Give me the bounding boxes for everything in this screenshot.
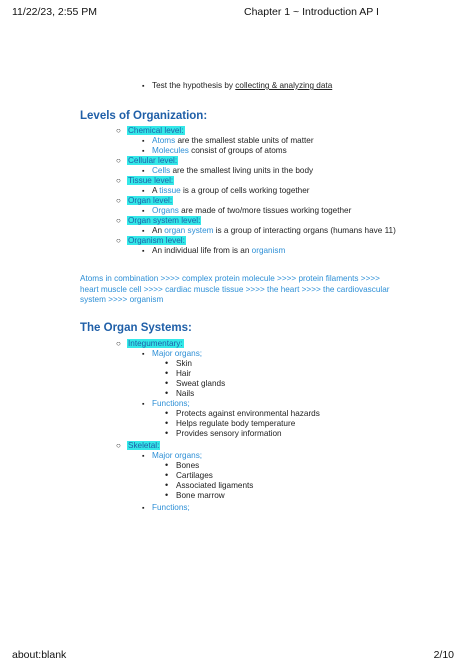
organ-system-level: Organ system level:	[128, 216, 201, 225]
molecules-line: Molecules consist of groups of atoms	[152, 146, 287, 155]
skel-organ: Bones	[176, 461, 200, 470]
circle-bullet-icon: ○	[116, 126, 121, 135]
organization-chain: Atoms in combination >>>> complex protein molecule >>>> protein filaments >>>> heart muscle cell >>>> cardiac muscle tissue >>>> the heart >>>> the cardiovascular system >>>> organism	[80, 274, 390, 304]
dot-bullet-icon: •	[165, 378, 169, 388]
cellular-level: Cellular level:	[128, 156, 178, 165]
circle-bullet-icon: ○	[116, 156, 121, 165]
skel-organ: Associated ligaments	[176, 481, 254, 490]
integ-function: Protects against environmental hazards	[176, 409, 320, 418]
circle-bullet-icon: ○	[116, 236, 121, 245]
square-bullet-icon: ▪	[142, 83, 145, 90]
square-bullet-icon: ▪	[142, 351, 145, 358]
tissue-line: A tissue is a group of cells working together	[152, 186, 310, 195]
skel-organ: Cartilages	[176, 471, 213, 480]
dot-bullet-icon: •	[165, 388, 169, 398]
dot-bullet-icon: •	[165, 358, 169, 368]
integ-function: Helps regulate body temperature	[176, 419, 296, 428]
atoms-line: Atoms are the smallest stable units of matter	[152, 136, 314, 145]
integ-function: Provides sensory information	[176, 429, 282, 438]
header-datetime: 11/22/23, 2:55 PM	[12, 6, 98, 18]
square-bullet-icon: ▪	[142, 453, 145, 460]
circle-bullet-icon: ○	[116, 339, 121, 348]
square-bullet-icon: ▪	[142, 208, 145, 215]
square-bullet-icon: ▪	[142, 505, 145, 512]
dot-bullet-icon: •	[165, 428, 169, 438]
integ-organ: Sweat glands	[176, 379, 226, 388]
organ-system-line: An organ system is a group of interacting organs (humans have 11)	[152, 226, 396, 235]
footer-page-number: 2/10	[433, 649, 454, 661]
dot-bullet-icon: •	[165, 418, 169, 428]
organism-line: An individual life from is an organism	[152, 246, 286, 255]
dot-bullet-icon: •	[165, 470, 169, 480]
cells-line: Cells are the smallest living units in the body	[152, 166, 314, 175]
square-bullet-icon: ▪	[142, 138, 145, 145]
square-bullet-icon: ▪	[142, 401, 145, 408]
tissue-level: Tissue level:	[128, 176, 174, 185]
integ-organ: Hair	[176, 369, 192, 378]
organ-level: Organ level:	[128, 196, 173, 205]
circle-bullet-icon: ○	[116, 176, 121, 185]
dot-bullet-icon: •	[165, 368, 169, 378]
skel-major-organs: Major organs;	[152, 451, 203, 460]
circle-bullet-icon: ○	[116, 441, 121, 450]
square-bullet-icon: ▪	[142, 248, 145, 255]
integ-functions: Functions;	[152, 399, 190, 408]
square-bullet-icon: ▪	[142, 188, 145, 195]
skel-functions: Functions;	[152, 503, 190, 512]
chemical-level: Chemical level:	[128, 126, 184, 135]
integ-organ: Nails	[176, 389, 195, 398]
integ-major-organs: Major organs;	[152, 349, 203, 358]
organs-line: Organs are made of two/more tissues working together	[152, 206, 352, 215]
intro-line: Test the hypothesis by collecting & analyzing data	[152, 81, 333, 90]
integumentary-item: Integumentary:	[128, 339, 183, 348]
skeletal-item: Skeletal:	[128, 441, 160, 450]
square-bullet-icon: ▪	[142, 168, 145, 175]
dot-bullet-icon: •	[165, 408, 169, 418]
footer-url: about:blank	[12, 649, 67, 661]
square-bullet-icon: ▪	[142, 148, 145, 155]
dot-bullet-icon: •	[165, 490, 169, 500]
integ-organ: Skin	[176, 359, 192, 368]
organism-level: Organism level:	[128, 236, 185, 245]
page-header	[12, 6, 462, 22]
dot-bullet-icon: •	[165, 480, 169, 490]
organ-systems-heading: The Organ Systems:	[80, 322, 192, 334]
square-bullet-icon: ▪	[142, 228, 145, 235]
dot-bullet-icon: •	[165, 460, 169, 470]
circle-bullet-icon: ○	[116, 216, 121, 225]
intro-link-text: collecting & analyzing data	[235, 81, 333, 90]
skel-organ: Bone marrow	[176, 491, 225, 500]
header-title: Chapter 1 ~ Introduction AP I	[244, 6, 379, 18]
circle-bullet-icon: ○	[116, 196, 121, 205]
levels-heading: Levels of Organization:	[80, 110, 208, 122]
